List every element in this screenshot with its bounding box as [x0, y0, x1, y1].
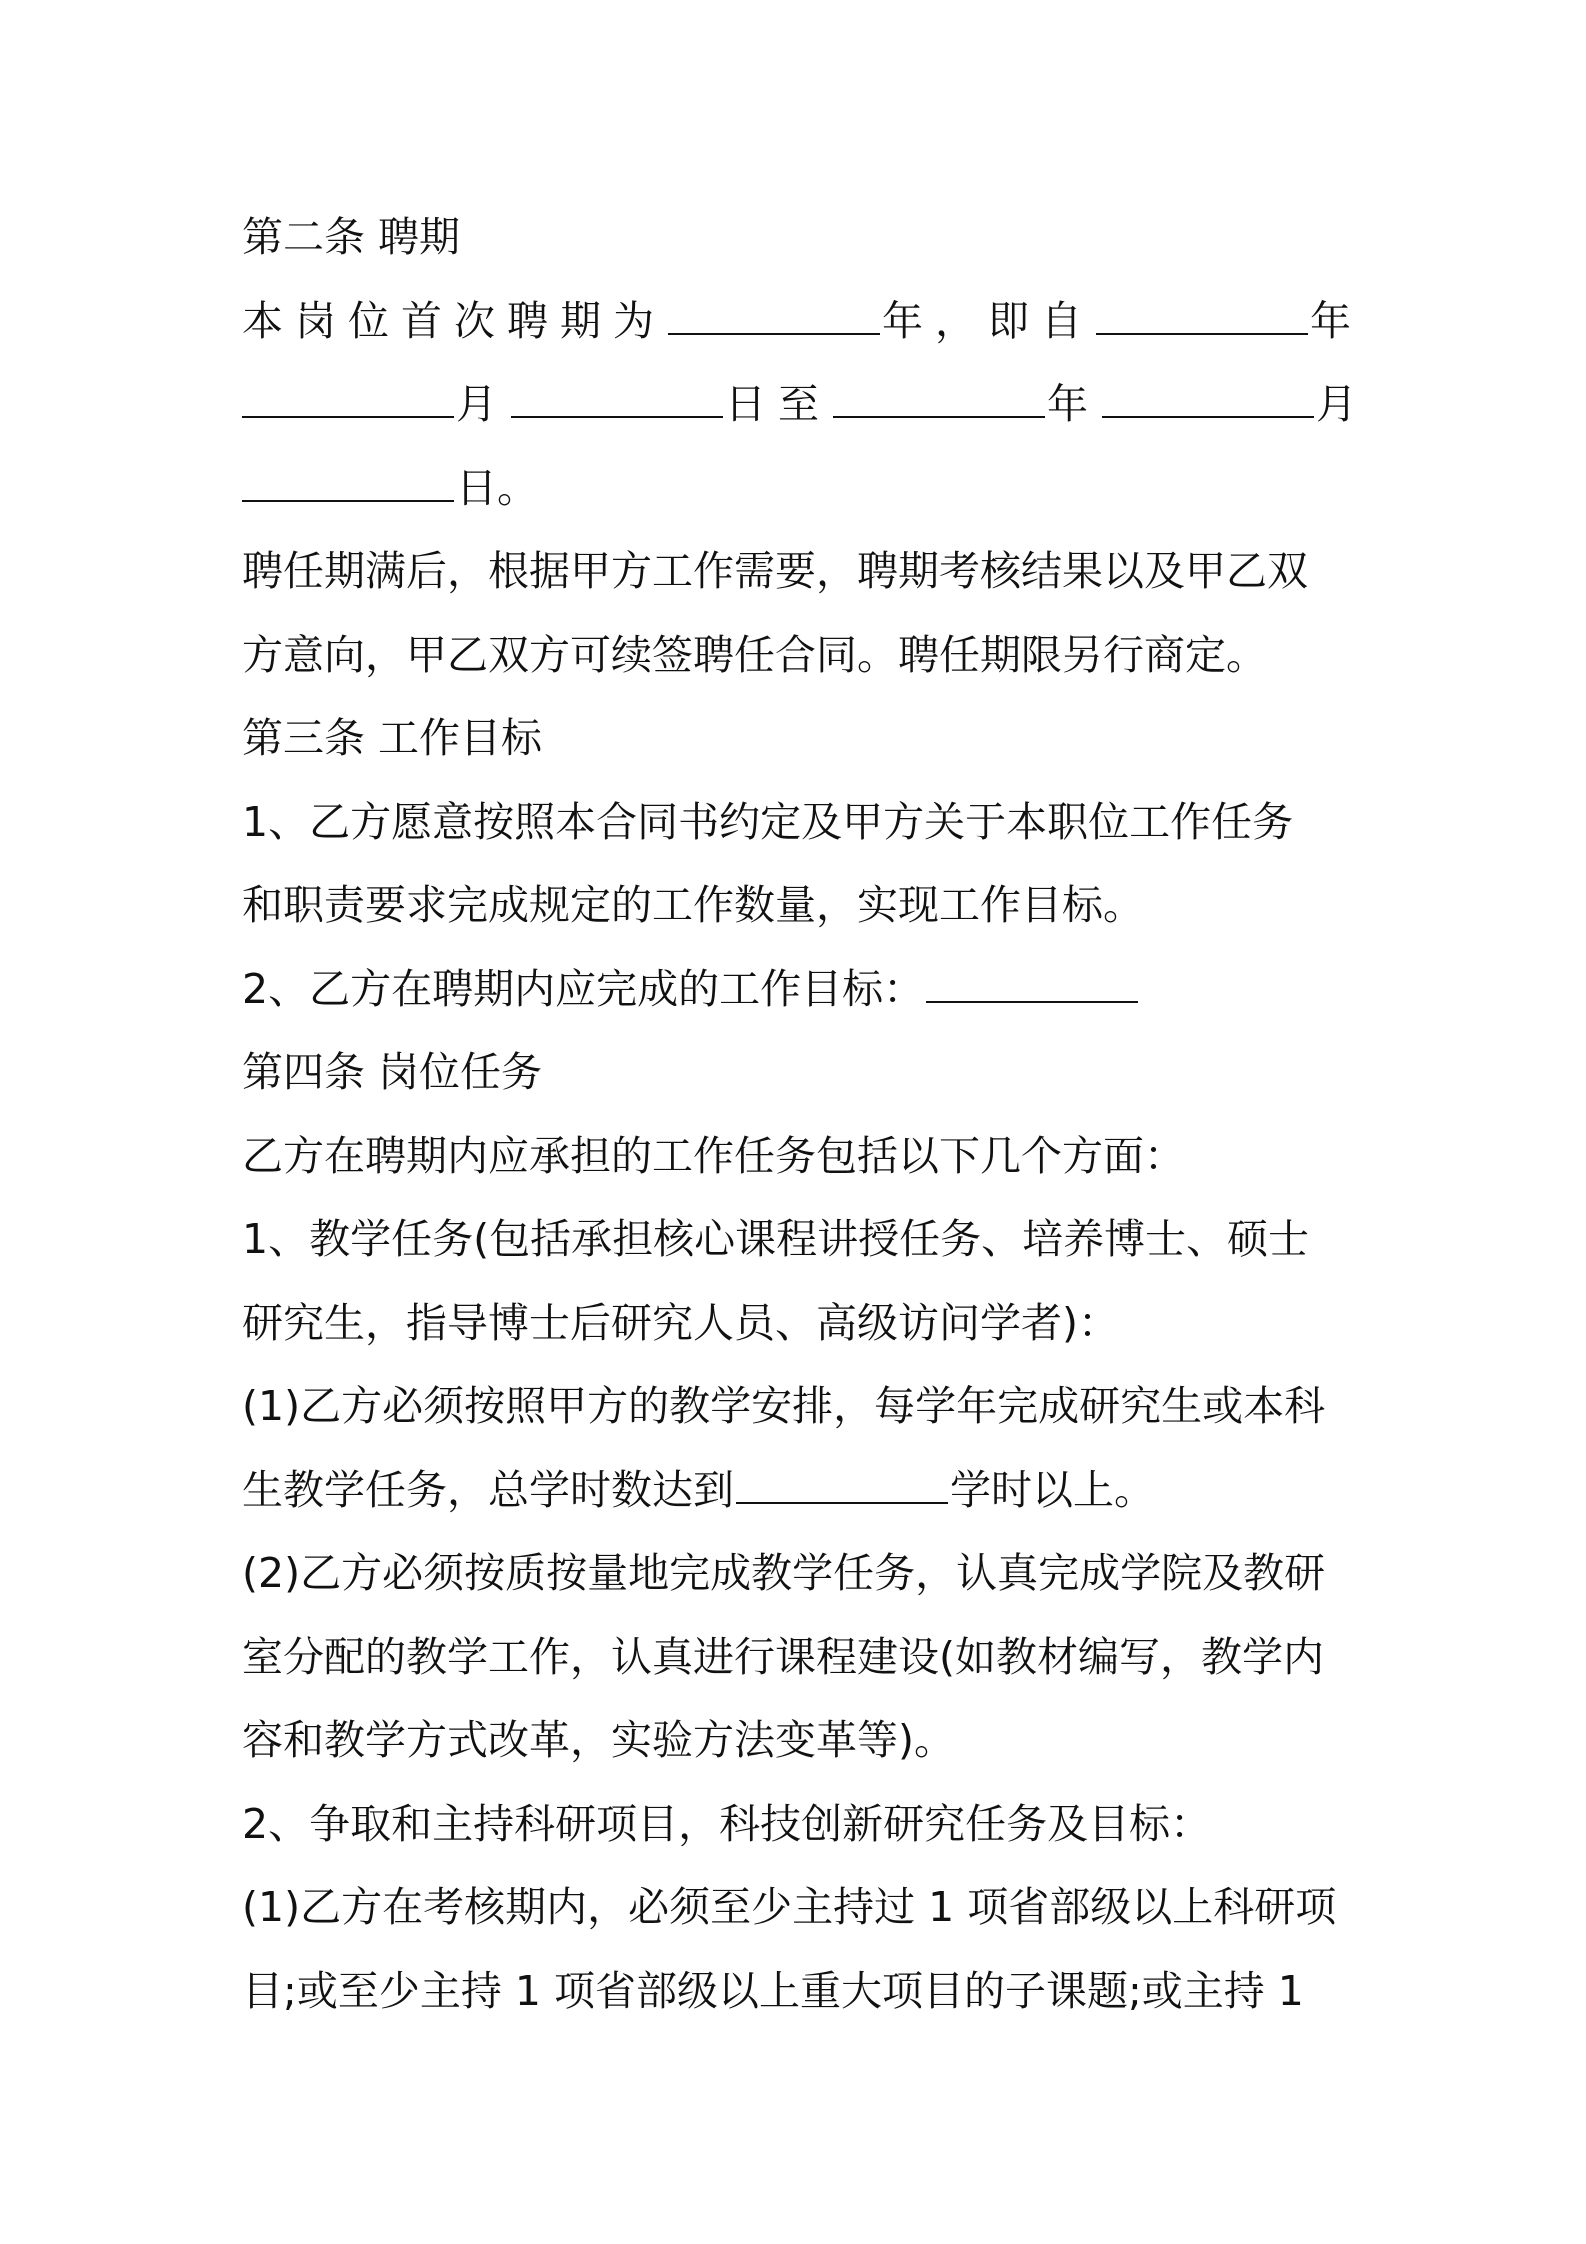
term-text-6: 年 [1047, 380, 1100, 428]
teaching-task-line-2: 研究生，指导博士后研究人员、高级访问学者)： [242, 1298, 1119, 1347]
end-month-blank[interactable] [1102, 382, 1314, 418]
goal-item-2-text: 2、乙方在聘期内应完成的工作目标： [242, 964, 925, 1013]
teaching-hours-blank[interactable] [736, 1468, 948, 1504]
teaching-sub-2-line-1: (2)乙方必须按质按量地完成教学任务，认真完成学院及教研 [242, 1549, 1326, 1597]
renewal-line-2: 方意向，甲乙双方可续签聘任合同。聘任期限另行商定。 [242, 630, 1267, 679]
term-text-7: 月 [1316, 380, 1369, 428]
research-sub-1-line-1: (1)乙方在考核期内，必须至少主持过 1 项省部级以上科研项 [242, 1883, 1337, 1931]
end-year-blank[interactable] [833, 382, 1045, 418]
teaching-sub-1-text-b: 学时以上。 [950, 1465, 1155, 1514]
term-line-1 [242, 280, 1363, 364]
term-text-1: 本岗位首次聘期为 [242, 296, 666, 345]
teaching-sub-2-line-2: 室分配的教学工作，认真进行课程建设(如教材编写，教学内 [242, 1632, 1324, 1681]
end-day-blank[interactable] [242, 466, 454, 502]
goal-item-1-line-1: 1、乙方愿意按照本合同书约定及甲方关于本职位工作任务 [242, 797, 1294, 846]
article-3-heading: 第三条 工作目标 [242, 714, 543, 762]
work-goal-blank[interactable] [926, 967, 1138, 1003]
article-2-heading: 第二条 聘期 [242, 213, 461, 261]
teaching-sub-2-line-3: 容和教学方式改革，实验方法变革等)。 [242, 1716, 955, 1764]
term-line-3 [242, 447, 1352, 531]
start-day-blank[interactable] [511, 382, 723, 418]
tasks-intro: 乙方在聘期内应承担的工作任务包括以下几个方面： [242, 1131, 1185, 1180]
term-line-2 [242, 363, 1369, 447]
teaching-task-line-1: 1、教学任务(包括承担核心课程讲授任务、培养博士、硕士 [242, 1215, 1310, 1263]
term-text-4: 月 [456, 380, 509, 428]
goal-item-2 [242, 948, 1352, 1032]
article-4-heading: 第四条 岗位任务 [242, 1048, 543, 1096]
term-text-8: 日。 [456, 463, 538, 512]
teaching-sub-1-line-2 [242, 1449, 1352, 1533]
contract-page [242, 196, 1369, 2033]
term-text-3: 年 [1310, 296, 1363, 345]
teaching-sub-1-text-a: 生教学任务，总学时数达到 [242, 1465, 734, 1514]
teaching-sub-1-line-1: (1)乙方必须按照甲方的教学安排，每学年完成研究生或本科 [242, 1382, 1326, 1430]
start-month-blank[interactable] [242, 382, 454, 418]
goal-item-1-line-2: 和职责要求完成规定的工作数量，实现工作目标。 [242, 881, 1144, 929]
research-sub-1-line-2: 目;或至少主持 1 项省部级以上重大项目的子课题;或主持 1 [242, 1966, 1304, 2015]
renewal-line-1: 聘任期满后，根据甲方工作需要，聘期考核结果以及甲乙双 [242, 547, 1308, 595]
research-task-line-1: 2、争取和主持科研项目，科技创新研究任务及目标： [242, 1799, 1212, 1848]
term-text-5: 日至 [725, 380, 831, 428]
term-text-2: 年，即自 [882, 296, 1094, 345]
years-blank[interactable] [668, 299, 880, 335]
start-year-blank[interactable] [1096, 299, 1308, 335]
